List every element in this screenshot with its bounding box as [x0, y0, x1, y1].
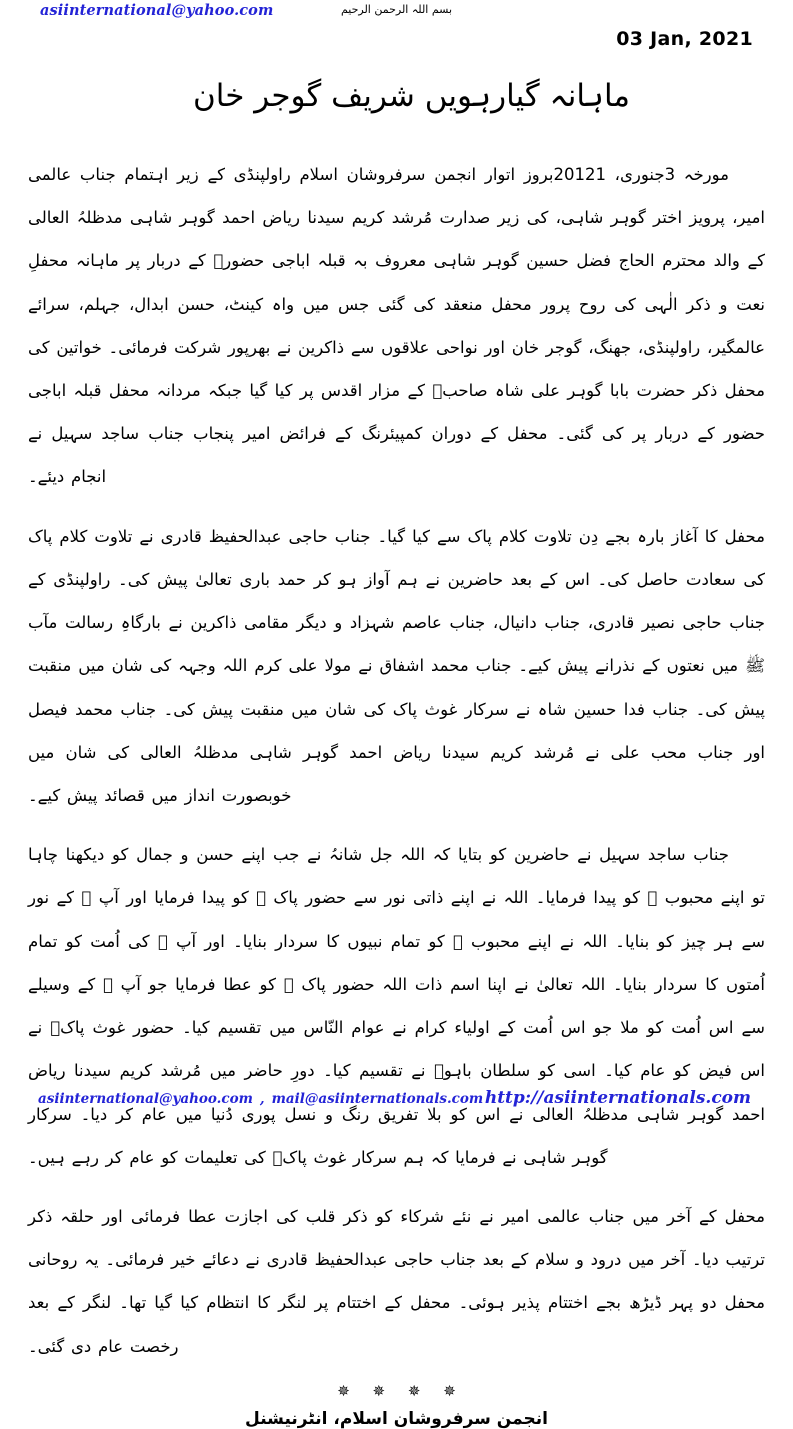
document-footer: [22, 1088, 771, 1108]
star-ornament-divider: ✵ ✵ ✵ ✵: [337, 1381, 465, 1400]
body-paragraph-1: مورخہ 3جنوری، 20121بروز اتوار انجمن سرفروشان اسلام راولپنڈی کے زیر اہتمام جناب عالمی امیر، پرویز اختر گوہر شاہی، کی زیر صدارت مُرشد کریم سیدنا ریاض احمد گوہر شاہی مدظلہُ العالی کے والد محترم الحاج فضل حسین گوہر شاہی معروف بہ قبلہ اباجی حضورؒ کے دربار پر ماہانہ محفلِ نعت و ذکر الٰہی کی روح پرور محفل منعقد کی گئی جس میں واہ کینٹ، حسن ابدال، جہلم، سرائے عالمگیر، راولپنڈی، جھنگ، گوجر خان اور نواحی علاقوں سے ذاکرین نے بھرپور شرکت فرمائی۔ خواتین کی محفل ذکر حضرت بابا گوہر علی شاہ صاحبؒ کے مزار اقدس پر کیا گیا جبکہ مردانہ محفل قبلہ اباجی حضور کے دربار پر کی گئی۔ محفل کے دوران کمپیئرنگ کے فرائض امیر پنجاب جناب ساجد سہیل نے انجام دیئے۔: [28, 164, 765, 487]
page-title: ماہانہ گیارہویں شریف گوجر خان: [192, 78, 630, 114]
header-email-address[interactable]: asiinternational@yahoo.com: [40, 2, 274, 19]
organisation-name: انجمن سرفروشان اسلام، انٹرنیشنل: [245, 1408, 548, 1429]
footer-email-secondary[interactable]: mail@asiinternationals.com: [271, 1091, 484, 1107]
footer-separator: ,: [259, 1091, 265, 1107]
bismillah-text: بسم اللہ الرحمن الرحیم: [340, 3, 453, 16]
body-paragraph-4: محفل کے آخر میں جناب عالمی امیر نے نئے شرکاء کو ذکر قلب کی اجازت عطا فرمائی اور حلقہ ذکر ترتیب دیا۔ آخر میں درود و سلام کے بعد جناب حاجی عبدالحفیظ قادری نے دعائے خیر فرمائی۔ یہ روحانی محفل دو پہر ڈیڑھ بجے اختتام پذیر ہوئی۔ محفل کے اختتام پر لنگر کا انتظام کیا گیا تھا۔ لنگر کے بعد رخصت عام دی گئی۔: [28, 1206, 765, 1356]
body-paragraph-2: محفل کا آغاز بارہ بجے دِن تلاوت کلام پاک سے کیا گیا۔ جناب حاجی عبدالحفیظ قادری نے تلاوت کلام پاک کی سعادت حاصل کی۔ اس کے بعد حاضرین نے ہم آواز ہو کر حمد باری تعالیٰ پیش کی۔ راولپنڈی کے جناب حاجی نصیر قادری، جناب دانیال، جناب عاصم شہزاد و دیگر مقامی ذاکرین نے بارگاہِ رسالت مآب ﷺ میں نعتوں کے نذرانے پیش کیے۔ جناب محمد اشفاق نے مولا علی کرم اللہ وجہہ کی شان میں منقبت پیش کی۔ جناب فدا حسین شاہ نے سرکار غوث پاک کی شان میں منقبت پیش کی۔ جناب محمد فیصل اور جناب محب علی نے مُرشد کریم سیدنا ریاض احمد گوہر شاہی مدظلہُ العالی کی شان میں خوبصورت انداز میں قصائد پیش کیے۔: [28, 526, 765, 805]
document-date: 03 Jan, 2021: [616, 28, 753, 50]
footer-contact-group: [22, 1091, 483, 1107]
footer-email-primary[interactable]: asiinternational@yahoo.com: [38, 1091, 253, 1107]
document-body: [22, 153, 771, 1368]
footer-website-link[interactable]: http://asiinternationals.com: [484, 1088, 751, 1108]
document-header: [22, 0, 771, 50]
body-paragraph-3: جناب ساجد سہیل نے حاضرین کو بتایا کہ اللہ جل شانہُ نے جب اپنے حسن و جمال کو دیکھنا چاہا تو اپنے محبوب ﷺ کو پیدا فرمایا۔ اللہ نے اپنے ذاتی نور سے حضور پاک ﷺ کو پیدا فرمایا اور آپ ﷺ کے نور سے ہر چیز کو بنایا۔ اللہ نے اپنے محبوب ﷺ کو تمام نبیوں کا سردار بنایا۔ اور آپ ﷺ کی اُمت کو تمام اُمتوں کا سردار بنایا۔ اللہ تعالیٰ نے اپنا اسم ذات اللہ حضور پاک ﷺ کو عطا فرمایا جو آپ ﷺ کے وسیلے سے اس اُمت کو ملا جو اس اُمت کے اولیاء کرام نے عوام النّاس میں تقسیم کیا۔ حضور غوث پاکؒ نے اس فیض کو عام کیا۔ اسی کو سلطان باہوؒ نے تقسیم کیا۔ دورِ حاضر میں مُرشد کریم سیدنا ریاض احمد گوہر شاہی مدظلہُ العالی نے اس کو بلا تفریق رنگ و نسل پوری دُنیا میں عام کر دیا۔ سرکار گوہر شاہی نے فرمایا کہ ہم سرکار غوث پاکؒ کی تعلیمات کو عام کر رہے ہیں۔: [28, 845, 765, 1167]
